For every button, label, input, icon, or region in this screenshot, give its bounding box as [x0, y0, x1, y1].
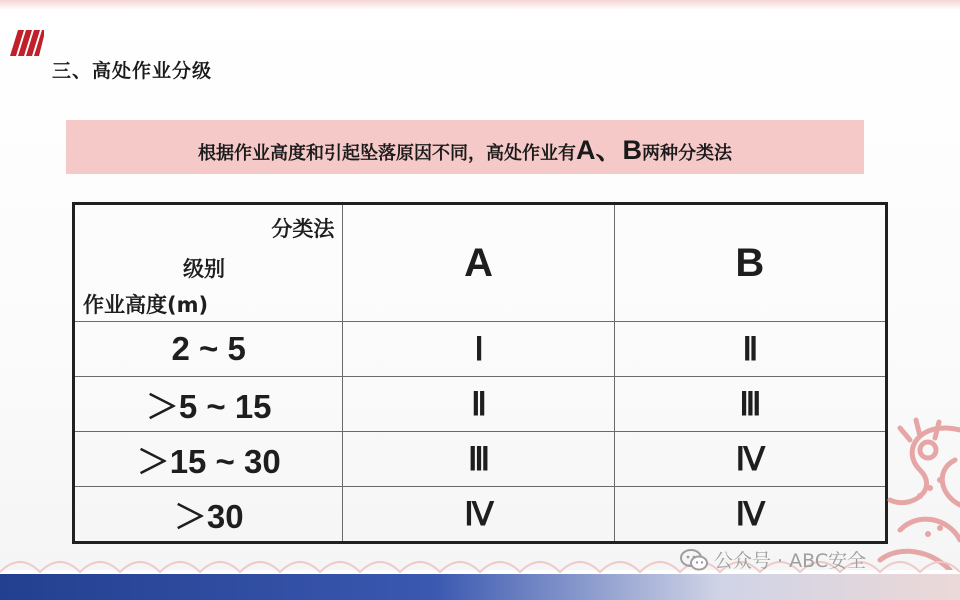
grade-b-cell: Ⅳ	[614, 432, 886, 487]
watermark-text: 公众号 · ABC安全	[714, 550, 867, 572]
top-band	[0, 0, 960, 10]
grade-a-cell: Ⅰ	[343, 322, 614, 377]
banner-separator: 、	[595, 134, 623, 165]
bottom-bar	[0, 574, 960, 600]
slashes-decoration-icon	[4, 30, 44, 56]
table-row	[74, 487, 887, 543]
grade-b-cell: Ⅳ	[614, 487, 886, 543]
table-row	[74, 322, 887, 377]
height-cell: ＞15 ~ 30	[74, 432, 343, 487]
banner-letter-b: B	[622, 134, 642, 165]
level-label: 级别	[183, 257, 225, 281]
table-row	[74, 377, 887, 432]
grade-b-cell: Ⅱ	[614, 322, 886, 377]
slide-heading: 三、高处作业分级	[52, 60, 213, 82]
watermark	[680, 546, 866, 573]
table-header-row	[74, 204, 887, 322]
banner-suffix: 两种分类法	[642, 142, 732, 164]
banner-letter-a: A	[576, 134, 596, 165]
info-banner	[66, 120, 864, 174]
grade-a-cell: Ⅱ	[343, 377, 614, 432]
column-header-b: B	[614, 204, 886, 322]
height-grade-table	[72, 202, 888, 544]
height-cell: 2 ~ 5	[74, 322, 343, 377]
grade-a-cell: Ⅳ	[343, 487, 614, 543]
column-header-a: A	[343, 204, 614, 322]
banner-prefix: 根据作业高度和引起坠落原因不同，高处作业有	[198, 142, 576, 164]
height-cell: ＞30	[74, 487, 343, 543]
grade-b-cell: Ⅲ	[614, 377, 886, 432]
method-label: 分类法	[271, 217, 335, 241]
wechat-icon	[680, 549, 708, 571]
grade-a-cell: Ⅲ	[343, 432, 614, 487]
diagonal-header-cell	[74, 204, 343, 322]
banner-text	[198, 128, 732, 167]
height-label: 作业高度(m)	[83, 293, 209, 317]
height-cell: ＞5 ~ 15	[74, 377, 343, 432]
table-row	[74, 432, 887, 487]
